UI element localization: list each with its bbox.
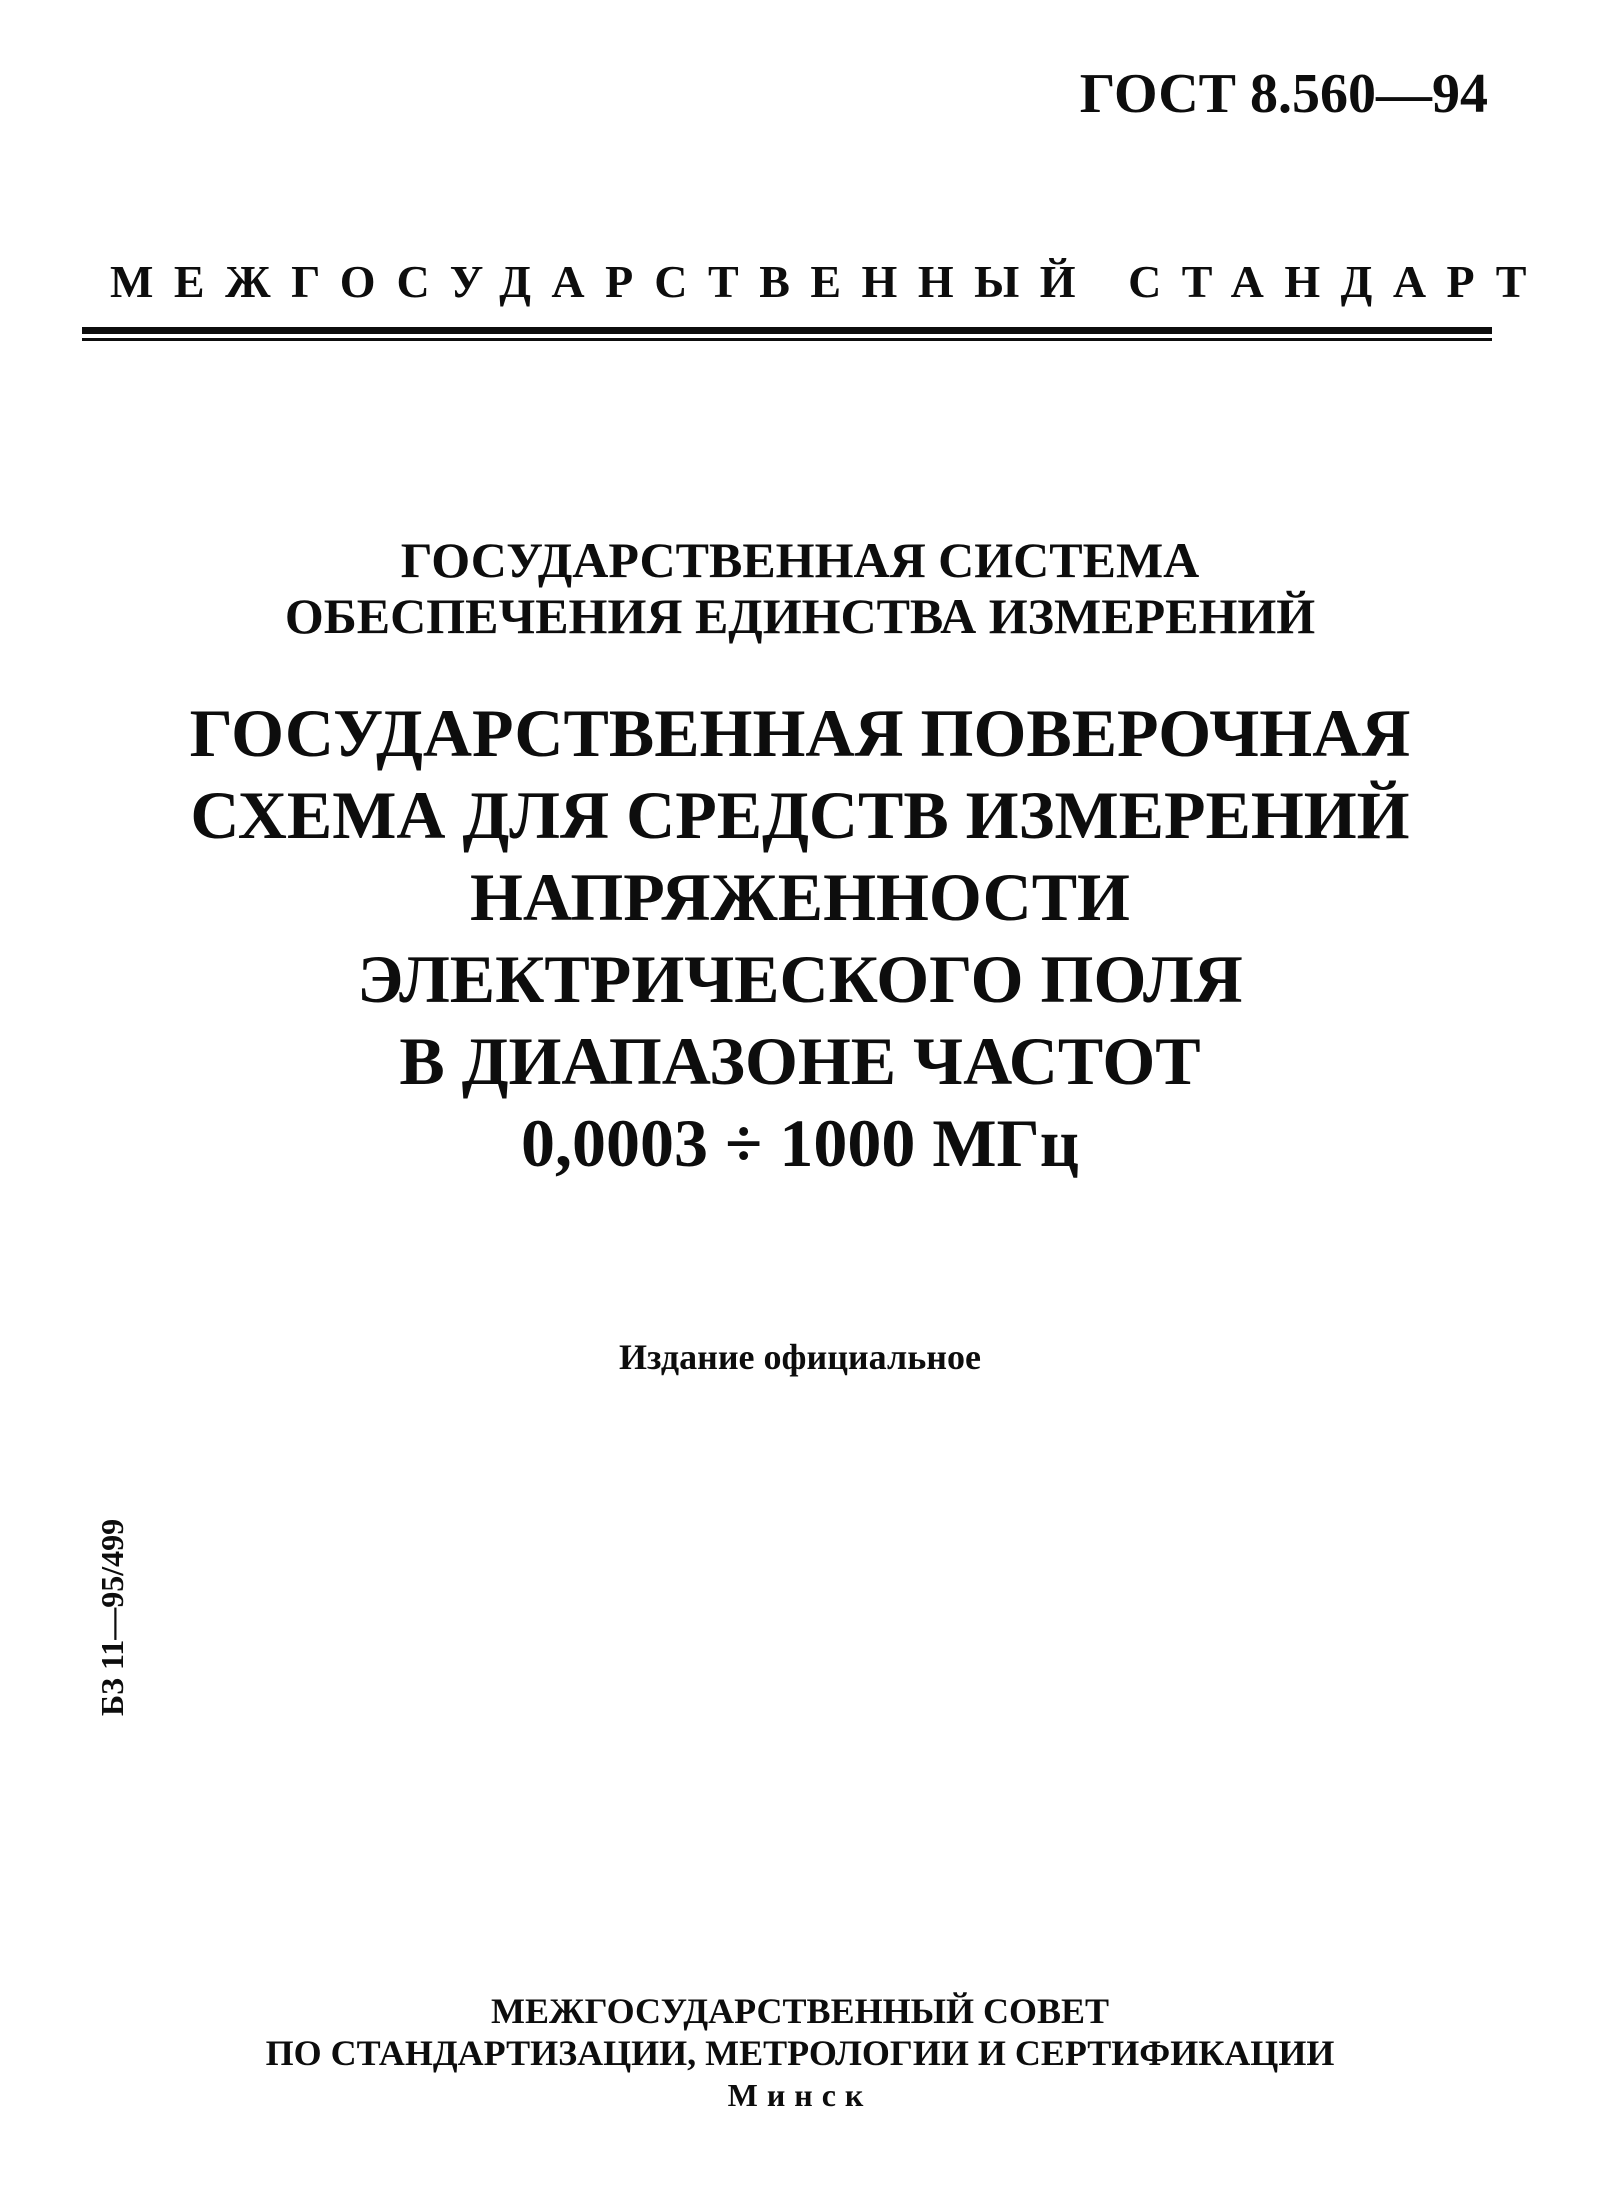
title-line: 0,0003 ÷ 1000 МГц xyxy=(521,1105,1079,1181)
title-line: ЭЛЕКТРИЧЕСКОГО ПОЛЯ xyxy=(357,941,1243,1017)
series-line: ГОСУДАРСТВЕННАЯ СИСТЕМА xyxy=(400,532,1200,588)
edition-label: Издание официальное xyxy=(619,1337,981,1377)
publisher-line: МЕЖГОСУДАРСТВЕННЫЙ СОВЕТ xyxy=(491,1991,1109,2031)
standard-type-label: МЕЖГОСУДАРСТВЕННЫЙ СТАНДАРТ xyxy=(110,256,1547,307)
side-catalog-code: БЗ 11—95/499 xyxy=(94,1518,130,1716)
publisher-line: ПО СТАНДАРТИЗАЦИИ, МЕТРОЛОГИИ И СЕРТИФИКАЦИИ xyxy=(265,2033,1335,2073)
publisher-city: Минск xyxy=(727,2077,873,2113)
standard-code: ГОСТ 8.560—94 xyxy=(1079,63,1488,125)
document-title xyxy=(0,692,1600,1184)
title-line: СХЕМА ДЛЯ СРЕДСТВ ИЗМЕРЕНИЙ xyxy=(190,777,1410,853)
title-line: НАПРЯЖЕННОСТИ xyxy=(470,859,1130,935)
title-line: В ДИАПАЗОНЕ ЧАСТОТ xyxy=(399,1023,1201,1099)
series-title xyxy=(0,532,1600,644)
publisher-block xyxy=(0,1990,1600,2116)
header-rule-thick xyxy=(82,327,1492,334)
header-rule-thin xyxy=(82,338,1492,341)
series-line: ОБЕСПЕЧЕНИЯ ЕДИНСТВА ИЗМЕРЕНИЙ xyxy=(284,588,1316,644)
title-line: ГОСУДАРСТВЕННАЯ ПОВЕРОЧНАЯ xyxy=(189,695,1411,771)
